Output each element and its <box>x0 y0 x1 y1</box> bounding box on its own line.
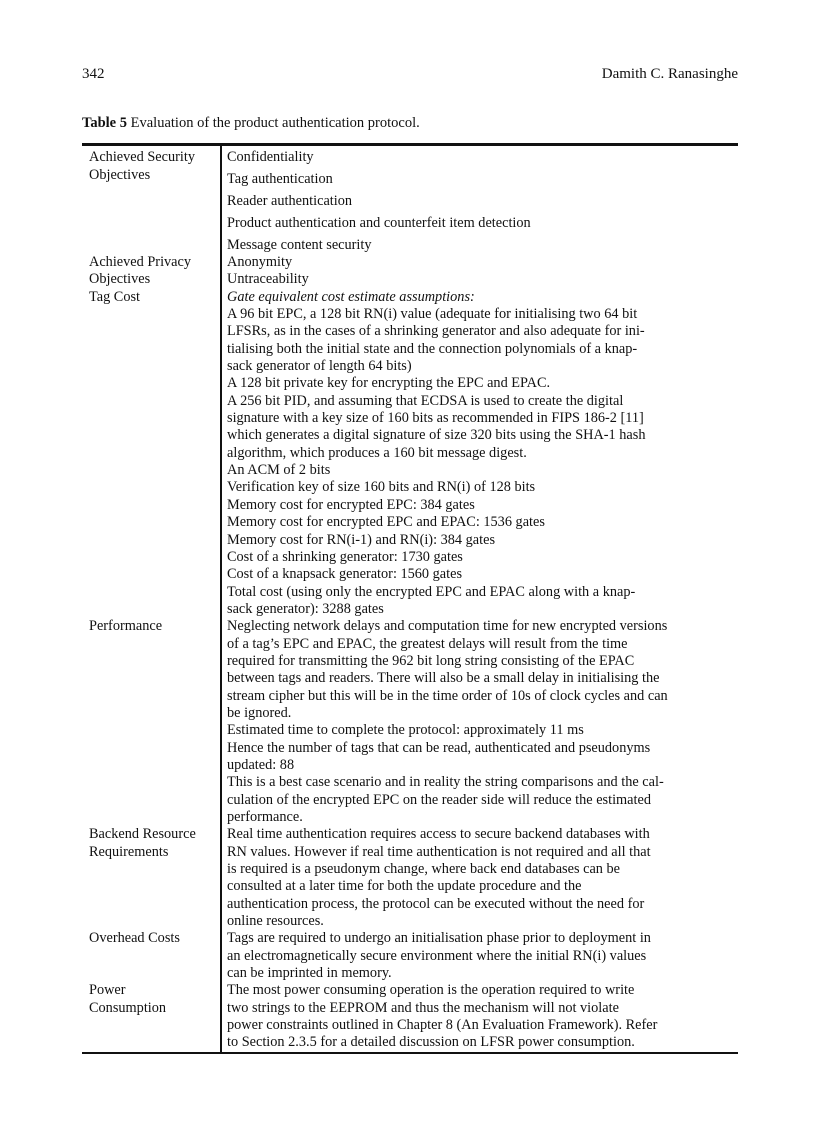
row-label <box>82 146 221 256</box>
content-line: Hence the number of tags that can be read, authenticated and pseudonyms <box>227 739 651 756</box>
content-line: be ignored. <box>227 704 292 721</box>
content-line: Gate equivalent cost estimate assumptions: <box>227 288 475 305</box>
content-line: performance. <box>227 809 303 825</box>
table-row <box>82 289 738 619</box>
content-line: which generates a digital signature of size 320 bits using the SHA-1 hash <box>227 427 646 444</box>
table-row <box>82 930 738 982</box>
content-line: An ACM of 2 bits <box>227 462 331 479</box>
content-line: A 128 bit private key for encrypting the EPC and EPAC. <box>227 375 551 392</box>
content-line: between tags and readers. There will also be a small delay in initialising the <box>227 670 660 687</box>
content-line: algorithm, which produces a 160 bit message digest. <box>227 444 527 461</box>
content-line: authentication process, the protocol can be executed without the need for <box>227 895 645 912</box>
content-line: Untraceability <box>227 271 309 288</box>
content-line: Verification key of size 160 bits and RN(i) of 128 bits <box>227 479 536 496</box>
content-line: Confidentiality <box>227 149 314 165</box>
row-label <box>82 289 221 619</box>
content-line: This is a best case scenario and in reality the string comparisons and the cal- <box>227 774 664 791</box>
row-label-line: Performance <box>89 618 163 635</box>
row-label-line: Objectives <box>89 271 151 288</box>
row-content <box>221 930 738 982</box>
row-label-line: Consumption <box>89 999 167 1016</box>
content-line: A 96 bit EPC, a 128 bit RN(i) value (adequate for initialising two 64 bit <box>227 306 638 323</box>
content-line: A 256 bit PID, and assuming that ECDSA is used to create the digital <box>227 392 624 409</box>
row-label-line: Objectives <box>89 167 151 183</box>
page-number: 342 <box>82 66 105 82</box>
content-line: an electromagnetically secure environment where the initial RN(i) values <box>227 947 647 964</box>
content-line: Real time authentication requires access to secure backend databases with <box>227 826 650 843</box>
content-line: tialising both the initial state and the connection polynomials of a knap- <box>227 340 638 357</box>
content-line: Tag authentication <box>227 171 333 187</box>
content-line: Memory cost for encrypted EPC and EPAC: 1536 gates <box>227 514 545 531</box>
content-line: The most power consuming operation is the operation required to write <box>227 982 635 999</box>
content-line: sack generator): 3288 gates <box>227 600 384 617</box>
content-line: Message content security <box>227 237 372 253</box>
row-label-line: Tag Cost <box>89 288 141 305</box>
content-line: can be imprinted in memory. <box>227 965 392 982</box>
row-content <box>221 254 738 289</box>
evaluation-table <box>82 143 738 1054</box>
row-label <box>82 826 221 930</box>
content-line: signature with a key size of 160 bits as recommended in FIPS 186-2 [11] <box>227 410 644 427</box>
content-line: required for transmitting the 962 bit long string consisting of the EPAC <box>227 652 635 669</box>
row-label-line: Overhead Costs <box>89 930 180 947</box>
running-header-author: Damith C. Ranasinghe <box>601 66 738 82</box>
content-line: Estimated time to complete the protocol: approximately 11 ms <box>227 722 584 739</box>
content-line: Tags are required to undergo an initialisation phase prior to deployment in <box>227 930 651 947</box>
content-line: online resources. <box>227 913 324 930</box>
content-line: is required is a pseudonym change, where back end databases can be <box>227 861 621 878</box>
row-content <box>221 618 738 826</box>
content-line: stream cipher but this will be in the time order of 10s of clock cycles and can <box>227 687 668 704</box>
table-caption <box>82 115 420 132</box>
content-line: to Section 2.3.5 for a detailed discussion on LFSR power consumption. <box>227 1034 635 1051</box>
content-line: LFSRs, as in the cases of a shrinking generator and also adequate for ini- <box>227 323 645 340</box>
row-content <box>221 146 738 256</box>
content-line: RN values. However if real time authentication is not required and all that <box>227 843 651 860</box>
row-label <box>82 930 221 982</box>
content-line: sack generator of length 64 bits) <box>227 358 412 375</box>
table-row <box>82 982 738 1051</box>
content-line: Cost of a knapsack generator: 1560 gates <box>227 566 463 583</box>
row-content <box>221 289 738 619</box>
content-line: Total cost (using only the encrypted EPC and EPAC along with a knap- <box>227 583 636 600</box>
column-divider <box>220 146 222 1052</box>
row-label-line: Backend Resource <box>89 826 196 843</box>
content-line: Reader authentication <box>227 193 353 209</box>
row-content <box>221 826 738 930</box>
content-line: Anonymity <box>227 254 293 270</box>
table-label: Table 5 <box>82 115 127 131</box>
table-row <box>82 618 738 826</box>
row-label <box>82 254 221 289</box>
content-line: Cost of a shrinking generator: 1730 gates <box>227 548 463 565</box>
row-label-line: Achieved Security <box>89 149 195 165</box>
content-line: Memory cost for RN(i-1) and RN(i): 384 gates <box>227 531 496 548</box>
row-label-line: Power <box>89 982 126 999</box>
content-line: of a tag’s EPC and EPAC, the greatest delays will result from the time <box>227 635 628 652</box>
row-content <box>221 982 738 1051</box>
content-line: Memory cost for encrypted EPC: 384 gates <box>227 496 475 513</box>
content-line: two strings to the EEPROM and thus the mechanism will not violate <box>227 999 619 1016</box>
row-label <box>82 618 221 826</box>
table-row <box>82 826 738 930</box>
row-label <box>82 982 221 1051</box>
content-line: consulted at a later time for both the update procedure and the <box>227 878 582 895</box>
table-row <box>82 146 738 256</box>
content-line: updated: 88 <box>227 756 295 773</box>
table-caption-text: Evaluation of the product authentication protocol. <box>127 115 420 131</box>
content-line: Neglecting network delays and computation time for new encrypted versions <box>227 618 668 635</box>
table-row <box>82 254 738 289</box>
row-label-line: Requirements <box>89 843 169 860</box>
row-label-line: Achieved Privacy <box>89 254 192 270</box>
content-line: Product authentication and counterfeit item detection <box>227 215 531 231</box>
content-line: culation of the encrypted EPC on the reader side will reduce the estimated <box>227 791 651 808</box>
content-line: power constraints outlined in Chapter 8 (An Evaluation Framework). Refer <box>227 1017 658 1034</box>
